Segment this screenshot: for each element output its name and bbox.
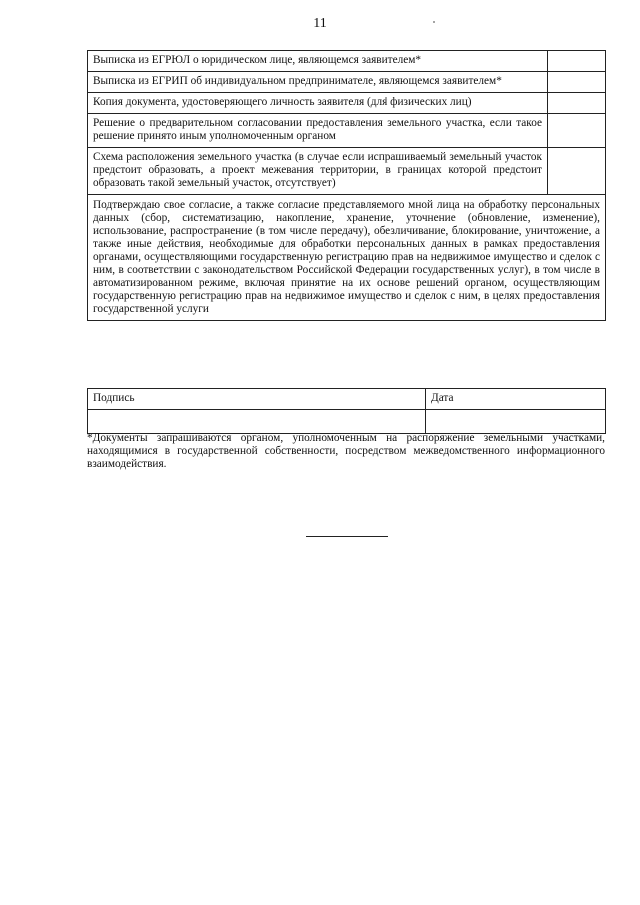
date-field[interactable]	[426, 410, 606, 434]
signature-table	[87, 388, 606, 434]
document-mark-cell[interactable]	[548, 51, 606, 72]
document-name: Выписка из ЕГРИП об индивидуальном предпринимателе, являющемся заявителем*	[88, 72, 548, 93]
scan-speck	[433, 21, 435, 23]
document-mark-cell[interactable]	[548, 72, 606, 93]
document-row	[88, 51, 606, 72]
page-number: 11	[313, 16, 327, 31]
document-name: Выписка из ЕГРЮЛ о юридическом лице, являющемся заявителем*	[88, 51, 548, 72]
end-divider	[306, 536, 388, 537]
document-row	[88, 93, 606, 114]
document-name: Схема расположения земельного участка (в случае если испрашиваемый земельный участок предстоит образовать, а проект межевания территории, в границах которой предстоит образовать такой земельный участок, отсутствует)	[88, 148, 548, 195]
document-row	[88, 114, 606, 148]
footnote: *Документы запрашиваются органом, уполномоченным на распоряжение земельными участками, находящимися в государственной собственности, посредством межведомственного информационного взаимодействия.	[87, 432, 605, 470]
date-label: Дата	[426, 389, 606, 410]
signature-label: Подпись	[88, 389, 426, 410]
document-mark-cell[interactable]	[548, 93, 606, 114]
consent-text: Подтверждаю свое согласие, а также согласие представляемого мной лица на обработку персональных данных (сбор, систематизацию, накопление, хранение, уточнение (обновление, изменение), использование, распространение (в том числе передачу), обезличивание, блокирование, уничтожение, а также иные действия, необходимые для обработки персональных данных в рамках предоставления органами, осуществляющими государственную регистрацию прав на недвижимое имущество и сделок с ним, в соответствии с законодательством Российской Федерации государственных услуг), в том числе в автоматизированном режиме, включая принятие на их основе решений органом, осуществляющим государственную регистрацию прав на недвижимое имущество и сделок с ним, в целях предоставления государственной услуги	[88, 195, 606, 321]
document-mark-cell[interactable]	[548, 148, 606, 195]
signature-field[interactable]	[88, 410, 426, 434]
signature-entry-row	[88, 410, 606, 434]
signature-header-row	[88, 389, 606, 410]
document-name: Решение о предварительном согласовании предоставления земельного участка, если такое решение принято иным уполномоченным органом	[88, 114, 548, 148]
document-row	[88, 72, 606, 93]
consent-row	[88, 195, 606, 321]
documents-table	[87, 50, 606, 321]
document-mark-cell[interactable]	[548, 114, 606, 148]
document-row	[88, 148, 606, 195]
document-name: Копия документа, удостоверяющего личность заявителя (для физических лиц)	[88, 93, 548, 114]
